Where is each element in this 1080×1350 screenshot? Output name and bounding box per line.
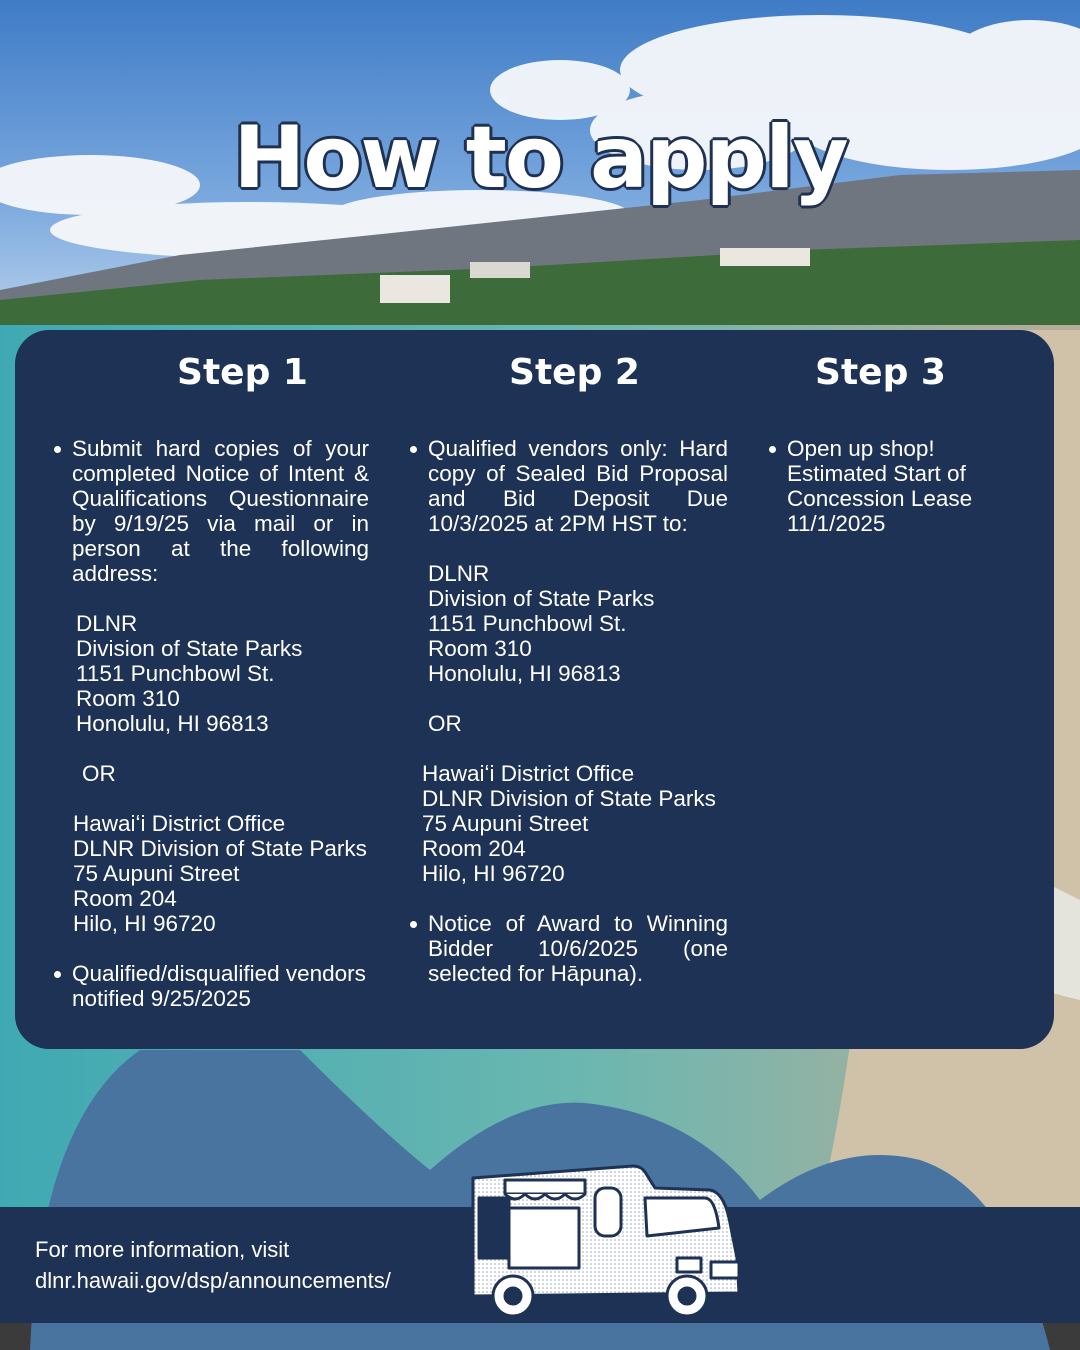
step-2-address-1: DLNR Division of State Parks 1151 Punchbowl St. Room 310 Honolulu, HI 96813	[428, 561, 655, 686]
step-2-or: OR	[428, 711, 462, 736]
step-3-detail: Estimated Start of Concession Lease 11/1/2025	[787, 461, 973, 536]
food-truck-icon	[465, 1158, 750, 1323]
step-1-address-1: DLNR Division of State Parks 1151 Punchbowl St. Room 310 Honolulu, HI 96813	[76, 611, 303, 736]
step-2-column	[408, 436, 728, 986]
step-1-item-2: Qualified/disqualified vendors notified 9/25/2025	[52, 961, 369, 1011]
step-2-address-2: Hawaiʻi District Office DLNR Division of State Parks 75 Aupuni Street Room 204 Hilo, HI 96720	[422, 761, 716, 886]
page-title: How to apply	[233, 108, 847, 208]
step-2-item-1: Qualified vendors only: Hard copy of Sealed Bid Proposal and Bid Deposit Due 10/3/2025 at 2PM HST to:	[408, 436, 728, 536]
step-3-item-1: Open up shop!	[767, 436, 1007, 461]
step-1-address-2: Hawaiʻi District Office DLNR Division of State Parks 75 Aupuni Street Room 204 Hilo, HI 96720	[73, 811, 367, 936]
footer-line-1: For more information, visit	[35, 1237, 290, 1262]
step-1-heading: Step 1	[177, 352, 308, 393]
footer-link[interactable]: dlnr.hawaii.gov/dsp/announcements/	[35, 1268, 391, 1293]
step-3-heading: Step 3	[815, 352, 946, 393]
footer-text	[35, 1234, 391, 1296]
step-3-column	[767, 436, 1007, 536]
step-1-item-1: Submit hard copies of your completed Notice of Intent & Qualifications Questionnaire by 9/19/25 via mail or in person at the following address:	[52, 436, 369, 586]
step-2-item-2: Notice of Award to Winning Bidder 10/6/2025 (one selected for Hāpuna).	[408, 911, 728, 986]
step-1-column	[52, 436, 369, 1011]
step-1-or: OR	[82, 761, 116, 786]
step-2-heading: Step 2	[509, 352, 640, 393]
